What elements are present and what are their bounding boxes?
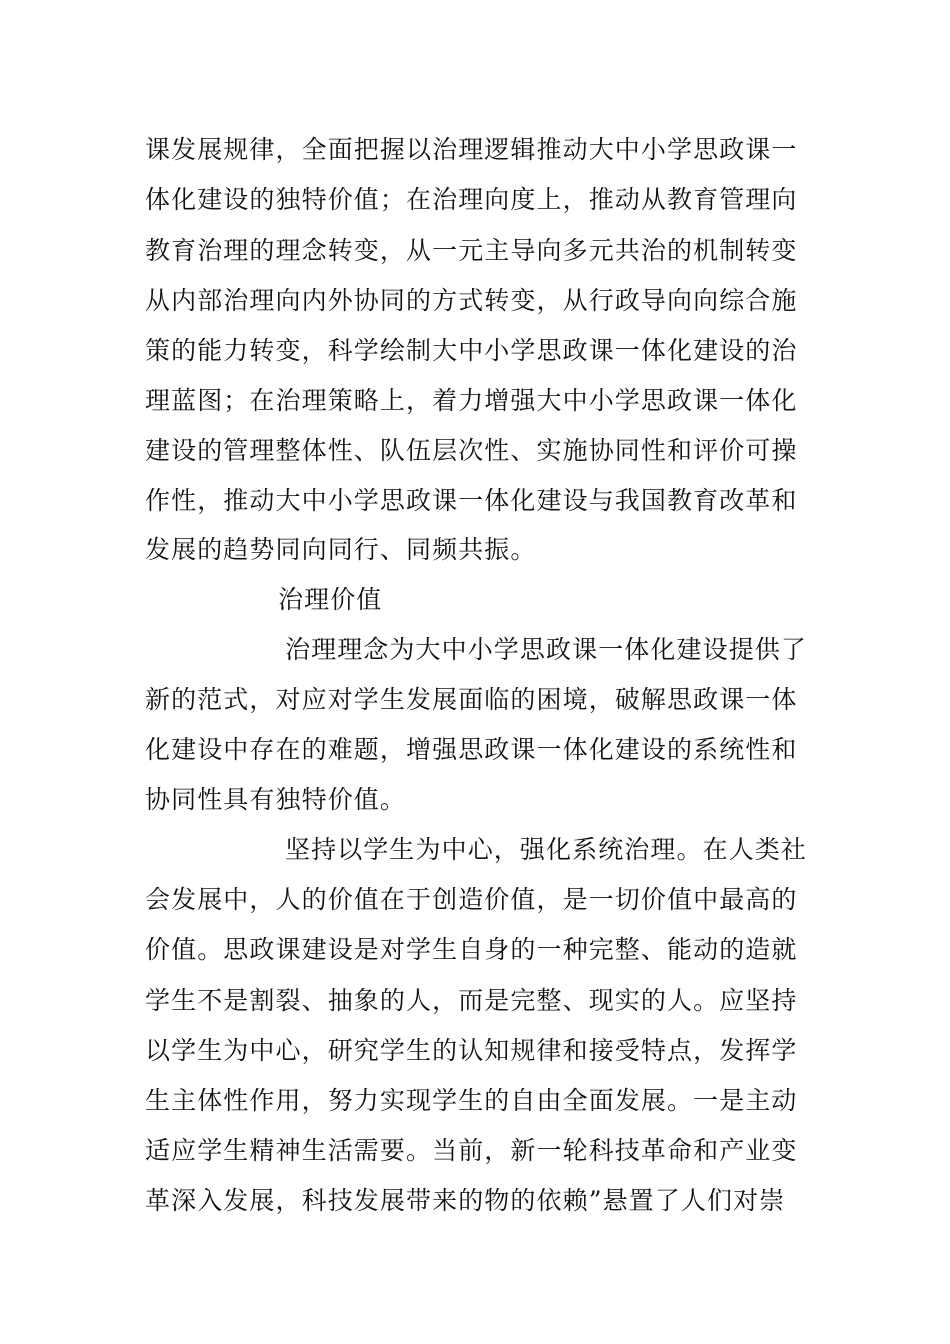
text-line: 新的范式，对应对学生发展面临的困境，破解思政课一体: [145, 685, 798, 714]
text-line: 建设的管理整体性、队伍层次性、实施协同性和评价可操: [145, 436, 798, 465]
text-line: 学生不是割裂、抽象的人，而是完整、现实的人。应坚持: [145, 986, 798, 1015]
text-line: 发展的趋势同向同行、同频共振。: [145, 535, 537, 564]
text-line: 治理理念为大中小学思政课一体化建设提供了: [285, 635, 808, 664]
text-line: 从内部治理向内外协同的方式转变，从行政导向向综合施: [145, 286, 798, 315]
text-line: 理蓝图；在治理策略上，着力增强大中小学思政课一体化: [145, 386, 798, 415]
text-line: 课发展规律，全面把握以治理逻辑推动大中小学思政课一: [145, 135, 798, 164]
section-heading: 治理价值: [278, 585, 383, 614]
text-line: 生主体性作用，努力实现学生的自由全面发展。一是主动: [145, 1086, 798, 1115]
text-line: 适应学生精神生活需要。当前，新一轮科技革命和产业变: [145, 1136, 798, 1165]
text-line: 策的能力转变，科学绘制大中小学思政课一体化建设的治: [145, 336, 798, 365]
text-line: 革深入发展，科技发展带来的物的依赖”悬置了人们对崇: [145, 1186, 786, 1215]
text-line: 坚持以学生为中心，强化系统治理。在人类社: [285, 835, 808, 864]
text-line: 化建设中存在的难题，增强思政课一体化建设的系统性和: [145, 735, 798, 764]
text-line: 协同性具有独特价值。: [145, 785, 407, 814]
text-line: 作性，推动大中小学思政课一体化建设与我国教育改革和: [145, 486, 798, 515]
text-line: 价值。思政课建设是对学生自身的一种完整、能动的造就: [145, 935, 798, 964]
text-line: 教育治理的理念转变，从一元主导向多元共治的机制转变: [145, 236, 798, 265]
text-line: 体化建设的独特价值；在治理向度上，推动从教育管理向: [145, 185, 798, 214]
text-line: 会发展中，人的价值在于创造价值，是一切价值中最高的: [145, 885, 798, 914]
text-line: 以学生为中心，研究学生的认知规律和接受特点，发挥学: [145, 1036, 798, 1065]
